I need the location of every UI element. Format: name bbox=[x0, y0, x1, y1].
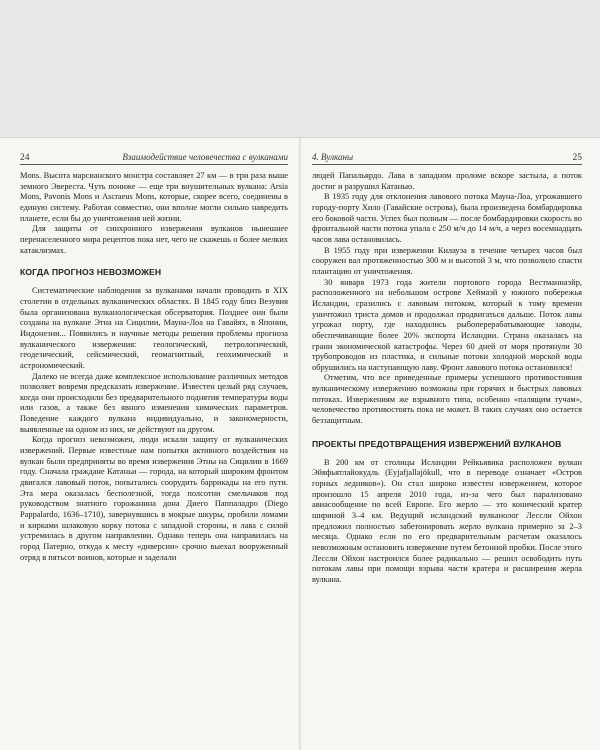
left-page-number: 24 bbox=[20, 153, 30, 163]
book-spine bbox=[299, 138, 301, 750]
right-page-number: 25 bbox=[572, 153, 582, 163]
right-paragraph: Отметим, что все приведенные примеры успешного противостояния вулканическому извержению возможны при горячих и быстрых лавовых потоках. Извержениям же взрывного типа, особенно «палящим тучам», человечество противостоять пока не может. В таких случаях оно остается беззащитным. bbox=[312, 373, 582, 426]
left-running-head: Взаимодействие человечества с вулканами bbox=[122, 152, 288, 162]
right-section-heading: ПРОЕКТЫ ПРЕДОТВРАЩЕНИЯ ИЗВЕРЖЕНИЙ ВУЛКАНОВ bbox=[312, 438, 562, 449]
right-paragraph: В 200 км от столицы Исландии Рейкьявика расположен вулкан Эйяфьятлайокудль (Eyjafjallajökull, что в переводе означает «Остров горных ледников»). Он стал широко известен извержением, которое произошло 15 апреля 2010 года, из-за чего был парализовано авиасообщение по всей Европе. Его жерло — это конический кратер шириной 3–4 км. Ведущий исландский вулканолог Лессли Ойхон предложил полностью забетонировать жерло вулкана примерно за 2–3 месяца. Однако если по его предварительным расчетам оказалось невозможным остановить извержение путем бетонной пробки. После этого Лессли Ойхон настроился более радикально — решил освободить путь потокам лавы при помощи взрыва части кратера и расширения жерла вулкана. bbox=[312, 457, 582, 584]
left-paragraph: Для защиты от синхронного извержения вулканов нынешнее перенаселенного мира рецептов пока нет, чего не скажешь о более мелких катаклизмах. bbox=[20, 224, 288, 255]
left-paragraph: Mons. Высота марсианского монстра составляет 27 км — в три раза выше земного Эвереста. Чуть пониже — еще три внушительных вулкана: Arsia Mons, Pavonis Mons и Ascraeus Mons, которые, скорее всего, соединены в единую систему. Работая совместно, они вполне могли сильно навредить планете, если бы до уничтожения ней жизни. bbox=[20, 171, 288, 223]
right-paragraph: В 1935 году для отклонения лавового потока Мауна-Лоа, угрожавшего городу-порту Хило (Гавайские острова), была произведена бомбардировка его боковой части. Успех был полным — после бомбардировки скорость во фронтальной части потока упала с 250 м/ч до 14 м/ч, а через восемнадцать часов лава остановилась. bbox=[312, 192, 582, 244]
right-page bbox=[312, 152, 582, 742]
left-section-heading: КОГДА ПРОГНОЗ НЕВОЗМОЖЕН bbox=[20, 267, 162, 278]
left-paragraph: Систематические наблюдения за вулканами начали проводить в XIX столетии в отдельных вулканических областях. В 1845 году близ Везувия была организована вулканологическая обсерватория. Позднее они были созданы на вулкане Этна на Сицилии, Мауна-Лоа на Гавайях, в Японии, Индонезии... Появились и научные методы решения проблемы прогноза вулканического извержения: геологический, петрологический, геодезический, сейсмический, геомагнитный, геохимический и астрономический. bbox=[20, 286, 288, 370]
right-paragraph: людей Папальярдо. Лава в западном проломе вскоре застыла, а поток достиг и разрушил Катанью. bbox=[312, 171, 582, 191]
left-paragraph: Далеко не всегда даже комплексное использование различных методов позволяет вовремя предсказать извержение. Известен целый ряд случаев, когда они происходили без предварительного поднятия температуры воды или газов, а также без явного изменения химических параметров. Поведение каждого вулкана индивидуально, и закономерности, выявленные на одном из них, не действуют на другом. bbox=[20, 371, 288, 434]
left-running-header bbox=[20, 152, 288, 165]
right-paragraph: 30 января 1973 года жители портового города Вестманнаэйр, расположенного на небольшом острове Хеймаэй у южного побережья Исландии, сразились с лавовым потоком, который к тому времени уничтожил триста домов и продолжал продвигаться дальше. Поток лавы угрожал порту, где находились рыбоперерабатывающие заводы, обеспечивающие более 20% экспорта Исландии. Страна оказалась на грани экономической катастрофы. Через 60 дней от моря протянули 30 трубопроводов из пластика, и сильные потоки холодной морской воды обрушились на наступающую лаву. Фронт лавового потока остановился! bbox=[312, 277, 582, 372]
left-page bbox=[20, 152, 288, 742]
right-paragraph: В 1955 году при извержении Килауэа в течение четырех часов был сооружен вал протяженностью 300 м и высотой 3 м, что позволило спасти плантацию от уничтожения. bbox=[312, 245, 582, 276]
right-running-header bbox=[312, 152, 582, 165]
left-paragraph: Когда прогноз невозможен, люди искали защиту от вулканических извержений. Первые известные нам попытки активного воздействия на вулкан были предприняты во время извержения Этны на Сицилии в 1669 году. Сначала граждане Катаньи — города, на который широким фронтом двигался лавовый поток, попытались соорудить баррикады на его пути. Эта мера оказалась бесполезной, тогда полсотни смельчаков под руководством знатного горожанина дона Диего Паппаладро (Diego Pappalardo, 1636–1710), завернувшись в мокрые шкуры, пробили ломами и кирками шлаковую корку потока с западной стороны, и лава с силой устремилась в другом направлении. Однако теперь она направилась на город Патерно, откуда к месту «диверсии» срочно выехал вооруженный отряд в пятьсот воинов, которые и заделали bbox=[20, 435, 288, 562]
right-running-head: 4. Вулканы bbox=[312, 152, 354, 162]
